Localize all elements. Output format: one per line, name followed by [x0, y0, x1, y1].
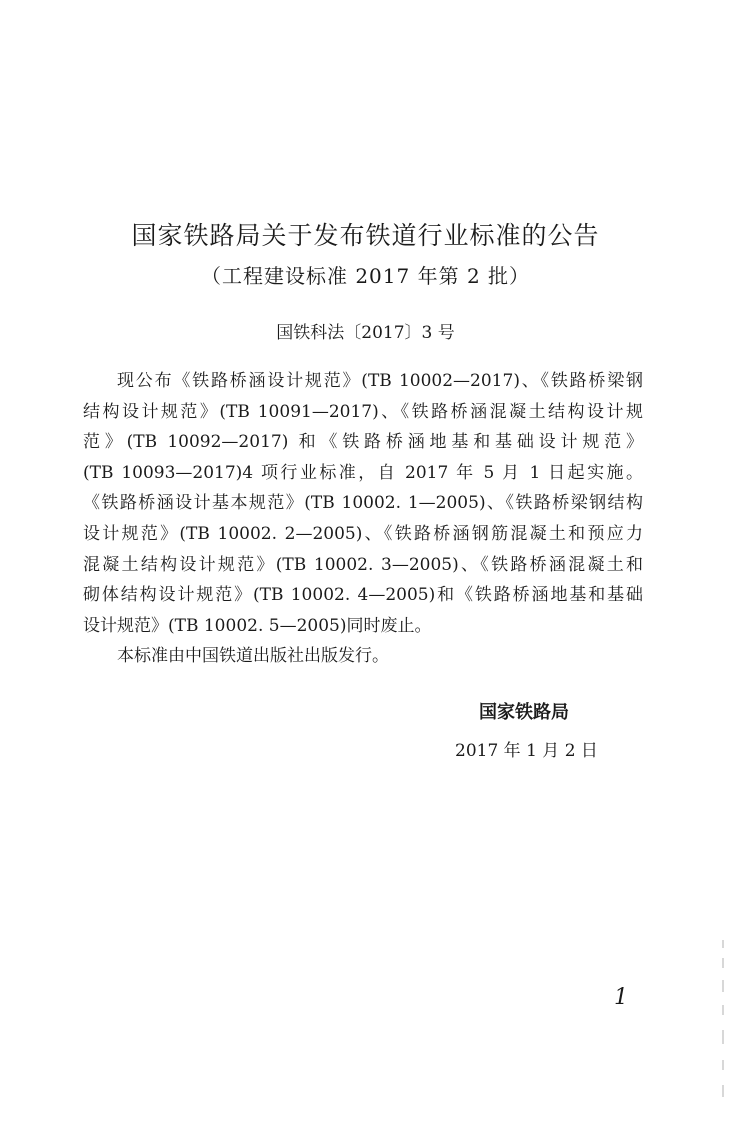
document-number: 国铁科法〔2017〕3 号	[276, 323, 455, 343]
body-line: 现公布《铁路桥涵设计规范》(TB 10002—2017)、《铁路桥梁钢	[117, 371, 643, 391]
edge-mark	[722, 1005, 724, 1015]
body-line: 砌体结构设计规范》(TB 10002. 4—2005)和《铁路桥涵地基和基础	[83, 585, 643, 606]
body-line: (TB 10093—2017)4 项行业标准，自 2017 年 5 月 1 日起实施。	[83, 462, 643, 483]
edge-mark	[722, 1085, 724, 1097]
body-line: 范》(TB 10092—2017) 和《铁路桥涵地基和基础设计规范》	[83, 432, 643, 453]
body-line: 《铁路桥涵设计基本规范》(TB 10002. 1—2005)、《铁路桥梁钢结构	[83, 493, 643, 514]
body-line: 设计规范》(TB 10002. 2—2005)、《铁路桥涵钢筋混凝土和预应力	[83, 523, 643, 544]
body-line: 本标准由中国铁道出版社出版发行。	[117, 646, 389, 667]
edge-mark	[722, 1030, 724, 1044]
issue-date: 2017 年 1 月 2 日	[455, 741, 598, 761]
body-line: 混凝土结构设计规范》(TB 10002. 3—2005)、《铁路桥涵混凝土和	[83, 554, 643, 575]
edge-mark	[722, 958, 724, 968]
edge-mark	[722, 1060, 724, 1070]
notice-body	[83, 366, 643, 672]
body-line: 结构设计规范》(TB 10091—2017)、《铁路桥涵混凝土结构设计规	[83, 401, 643, 422]
page-number: 1	[614, 985, 628, 1010]
notice-title: 国家铁路局关于发布铁道行业标准的公告	[131, 221, 600, 250]
notice-subtitle: （工程建设标准 2017 年第 2 批）	[200, 264, 531, 288]
body-line: 设计规范》(TB 10002. 5—2005)同时废止。	[83, 615, 432, 636]
issuer-name: 国家铁路局	[479, 702, 569, 723]
edge-mark	[722, 940, 724, 948]
edge-mark	[722, 980, 724, 992]
